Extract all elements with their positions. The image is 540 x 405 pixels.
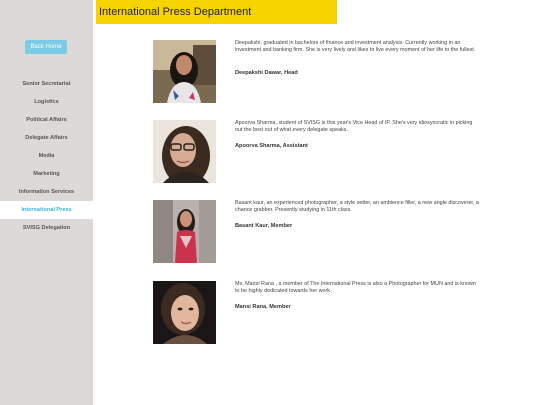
member-photo xyxy=(153,200,216,263)
member-card xyxy=(153,281,483,345)
member-card xyxy=(153,120,483,184)
member-photo xyxy=(153,120,216,183)
sidebar-item-senior-secretariat[interactable]: Senior Secretariat xyxy=(22,81,71,87)
sidebar-item-marketing[interactable]: Marketing xyxy=(33,171,60,177)
member-bio: Basant kaur, an experienced photographer, a style setter, an ambience filler, a new angle discoverer, a chance grabber. Presently studying in 11th class. xyxy=(235,200,479,214)
sidebar-item-international-press[interactable]: International Press xyxy=(0,201,93,219)
member-photo xyxy=(153,40,216,103)
member-bio: Ms. Mansi Rana , a member of The International Press is also a Photographer for MUN and is known to be highly dedicated towards her work. xyxy=(235,281,476,295)
sidebar-item-logistics[interactable]: Logistics xyxy=(34,99,59,105)
sidebar-item-information-services[interactable]: Information Services xyxy=(18,189,75,195)
sidebar-item-delegate-affairs[interactable]: Delegate Affairs xyxy=(25,135,68,141)
back-home-button[interactable]: Back Home xyxy=(25,40,67,54)
member-photo xyxy=(153,281,216,344)
member-card xyxy=(153,40,483,104)
sidebar-item-political-affairs[interactable]: Political Affairs xyxy=(26,117,67,123)
member-bio: Deepakshi, graduated in bachelors of finance and investment analysis. Currently working in an investment and banking firm. She is very lively and likes to live every moment of her life to the fullest. xyxy=(235,40,476,54)
sidebar-item-media[interactable]: Media xyxy=(38,153,55,159)
member-name: Deepakshi Dawar, Head xyxy=(235,70,298,76)
member-bio: Apoorva Sharma, student of SVISG is this year's Vice Head of IP. She's very idiosyncratic in picking out the best out of what every delegate speaks. xyxy=(235,120,473,134)
sidebar-item-svisg-delegation[interactable]: SVISG Delegation xyxy=(22,225,71,231)
member-card xyxy=(153,200,483,264)
member-name: Apoorva Sharma, Assistant xyxy=(235,143,308,149)
sidebar xyxy=(0,0,93,405)
page-title: International Press Department xyxy=(99,6,252,18)
member-name: Mansi Rana, Member xyxy=(235,304,291,310)
page-header xyxy=(96,0,337,24)
member-name: Basant Kaur, Member xyxy=(235,223,293,229)
sidebar-nav xyxy=(0,75,93,237)
